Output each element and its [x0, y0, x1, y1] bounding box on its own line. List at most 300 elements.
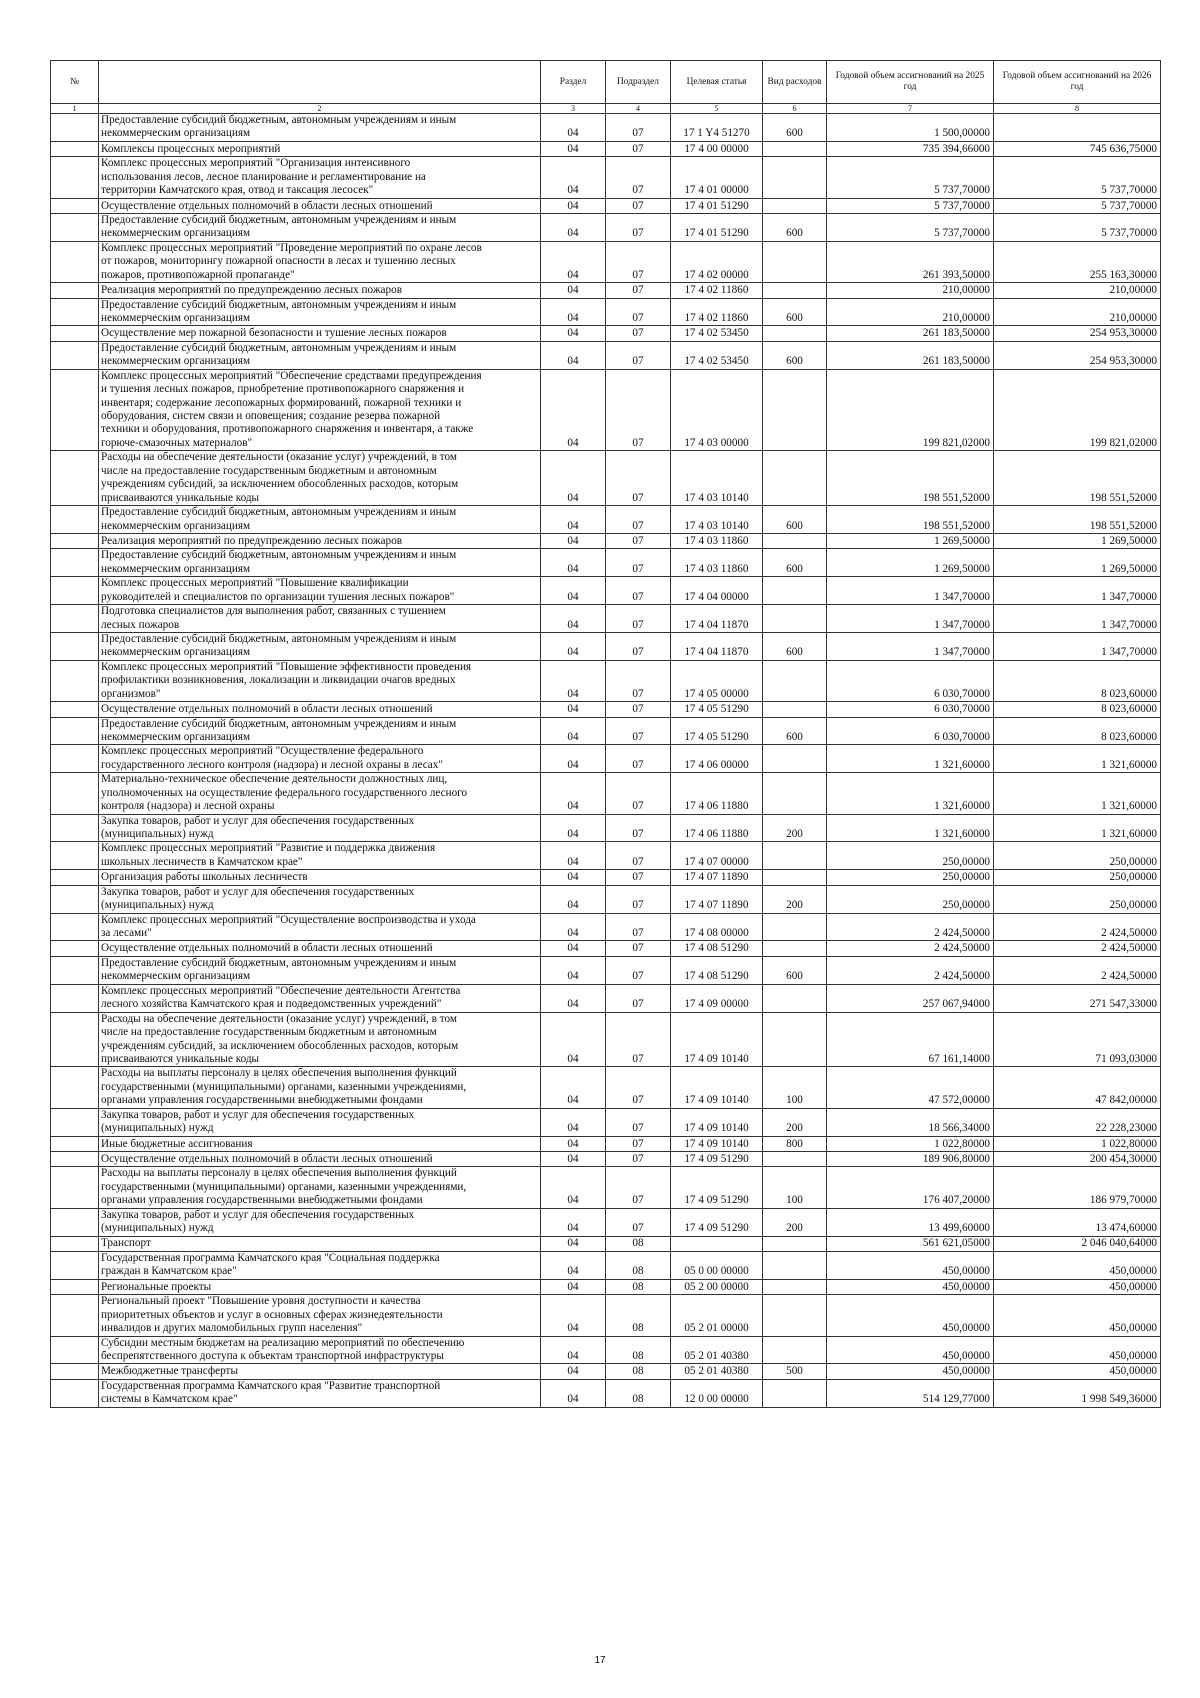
table-row — [51, 1364, 1161, 1379]
row-number — [51, 632, 99, 660]
subsection-code: 08 — [606, 1379, 671, 1407]
allocation-2025: 261 393,50000 — [827, 241, 994, 282]
expense-type-code — [763, 1379, 827, 1407]
target-article-code: 17 4 07 11890 — [671, 885, 763, 913]
allocation-2026: 250,00000 — [994, 885, 1161, 913]
subsection-code: 07 — [606, 213, 671, 241]
expense-type-code: 600 — [763, 213, 827, 241]
header-number: № — [51, 61, 99, 104]
expense-type-code — [763, 1295, 827, 1336]
allocation-2026: 8 023,60000 — [994, 702, 1161, 717]
allocation-2026: 210,00000 — [994, 298, 1161, 326]
expense-name: Осуществление мер пожарной безопасности и тушение лесных пожаров — [99, 326, 541, 341]
section-code: 04 — [541, 605, 606, 633]
table-row — [51, 1379, 1161, 1407]
allocation-2025: 735 394,66000 — [827, 141, 994, 156]
row-number — [51, 984, 99, 1012]
row-number — [51, 773, 99, 814]
target-article-code: 17 4 06 11880 — [671, 814, 763, 842]
expense-type-code — [763, 1151, 827, 1166]
expense-name: Расходы на обеспечение деятельности (оказание услуг) учреждений, в том числе на предоставление государственным бюджетным и автономным учреждениям субсидий, за исключением обособленных расходов, которым присваиваются уникальные коды — [99, 451, 541, 506]
target-article-code: 17 1 Y4 51270 — [671, 114, 763, 142]
expense-type-code — [763, 1336, 827, 1364]
expense-name: Комплекс процессных мероприятий "Проведение мероприятий по охране лесов от пожаров, мониторингу пожарной опасности в лесах и тушению лесных пожаров, противопожарной пропаганде" — [99, 241, 541, 282]
subsection-code: 07 — [606, 1151, 671, 1166]
expense-type-code — [763, 984, 827, 1012]
target-article-code: 17 4 08 51290 — [671, 956, 763, 984]
table-row — [51, 842, 1161, 870]
target-article-code: 17 4 06 11880 — [671, 773, 763, 814]
subsection-code: 07 — [606, 842, 671, 870]
table-row — [51, 577, 1161, 605]
allocation-2026: 254 953,30000 — [994, 341, 1161, 369]
allocation-2025: 257 067,94000 — [827, 984, 994, 1012]
table-row — [51, 1167, 1161, 1208]
allocation-2026: 198 551,52000 — [994, 451, 1161, 506]
target-article-code: 17 4 07 11890 — [671, 870, 763, 885]
section-code: 04 — [541, 660, 606, 701]
expense-type-code: 600 — [763, 341, 827, 369]
section-code: 04 — [541, 1251, 606, 1279]
target-article-code: 17 4 09 51290 — [671, 1151, 763, 1166]
subsection-code: 07 — [606, 745, 671, 773]
expense-type-code — [763, 283, 827, 298]
expense-type-code: 200 — [763, 1208, 827, 1236]
section-code: 04 — [541, 506, 606, 534]
row-number — [51, 1108, 99, 1136]
allocation-2025: 250,00000 — [827, 842, 994, 870]
expense-name: Предоставление субсидий бюджетным, автономным учреждениям и иным некоммерческим организациям — [99, 549, 541, 577]
section-code: 04 — [541, 533, 606, 548]
target-article-code: 17 4 08 51290 — [671, 941, 763, 956]
subsection-code: 07 — [606, 114, 671, 142]
row-number — [51, 141, 99, 156]
expense-name: Предоставление субсидий бюджетным, автономным учреждениям и иным некоммерческим организациям — [99, 956, 541, 984]
target-article-code: 17 4 02 00000 — [671, 241, 763, 282]
subsection-code: 07 — [606, 885, 671, 913]
expense-name: Региональные проекты — [99, 1279, 541, 1294]
table-row — [51, 114, 1161, 142]
table-row — [51, 632, 1161, 660]
row-number — [51, 913, 99, 941]
subsection-code: 07 — [606, 141, 671, 156]
table-row — [51, 984, 1161, 1012]
allocation-2025: 1 321,60000 — [827, 814, 994, 842]
subsection-code: 07 — [606, 451, 671, 506]
section-code: 04 — [541, 814, 606, 842]
expense-type-code: 600 — [763, 632, 827, 660]
header-allocation-2026: Годовой объем ассигнований на 2026 год — [994, 61, 1161, 104]
table-row — [51, 1336, 1161, 1364]
allocation-2026: 1 347,70000 — [994, 632, 1161, 660]
section-code: 04 — [541, 632, 606, 660]
allocation-2026: 5 737,70000 — [994, 198, 1161, 213]
row-number — [51, 326, 99, 341]
table-row — [51, 549, 1161, 577]
expense-type-code — [763, 870, 827, 885]
row-number — [51, 1251, 99, 1279]
expense-name: Субсидии местным бюджетам на реализацию мероприятий по обеспечению беспрепятственного доступа к объектам транспортной инфраструктуры — [99, 1336, 541, 1364]
subsection-code: 07 — [606, 283, 671, 298]
expense-type-code — [763, 1012, 827, 1067]
target-article-code: 17 4 03 10140 — [671, 451, 763, 506]
allocation-2026: 1 022,80000 — [994, 1136, 1161, 1151]
subsection-code: 07 — [606, 814, 671, 842]
allocation-2026: 186 979,70000 — [994, 1167, 1161, 1208]
expense-type-code — [763, 842, 827, 870]
subsection-code: 07 — [606, 298, 671, 326]
subsection-code: 07 — [606, 660, 671, 701]
target-article-code — [671, 1236, 763, 1251]
allocation-2026: 8 023,60000 — [994, 717, 1161, 745]
allocation-2025: 6 030,70000 — [827, 660, 994, 701]
expense-name: Предоставление субсидий бюджетным, автономным учреждениям и иным некоммерческим организациям — [99, 298, 541, 326]
table-row — [51, 1108, 1161, 1136]
allocation-2025: 1 321,60000 — [827, 745, 994, 773]
subsection-code: 07 — [606, 870, 671, 885]
row-number — [51, 506, 99, 534]
target-article-code: 05 2 01 00000 — [671, 1295, 763, 1336]
subsection-code: 07 — [606, 506, 671, 534]
expense-type-code: 600 — [763, 717, 827, 745]
allocation-2025: 1 347,70000 — [827, 577, 994, 605]
expense-name: Материально-техническое обеспечение деятельности должностных лиц, уполномоченных на осуществление федерального государственного лесного контроля (надзора) и лесной охраны — [99, 773, 541, 814]
expense-type-code: 600 — [763, 114, 827, 142]
allocation-2025: 1 321,60000 — [827, 773, 994, 814]
subsection-code: 08 — [606, 1336, 671, 1364]
table-row — [51, 1012, 1161, 1067]
header-row — [51, 61, 1161, 104]
subsection-code: 07 — [606, 1012, 671, 1067]
allocation-2025: 2 424,50000 — [827, 913, 994, 941]
target-article-code: 17 4 04 11870 — [671, 632, 763, 660]
expense-type-code: 200 — [763, 814, 827, 842]
expense-name: Государственная программа Камчатского края "Развитие транспортной системы в Камчатском крае" — [99, 1379, 541, 1407]
target-article-code: 17 4 09 10140 — [671, 1136, 763, 1151]
column-number: 5 — [671, 104, 763, 114]
row-number — [51, 114, 99, 142]
allocation-2026: 271 547,33000 — [994, 984, 1161, 1012]
allocation-2026: 71 093,03000 — [994, 1012, 1161, 1067]
subsection-code: 07 — [606, 341, 671, 369]
allocation-2025: 250,00000 — [827, 870, 994, 885]
expense-type-code — [763, 941, 827, 956]
allocation-2025: 6 030,70000 — [827, 702, 994, 717]
expense-type-code — [763, 605, 827, 633]
header-target-article: Целевая статья — [671, 61, 763, 104]
header-allocation-2025: Годовой объем ассигнований на 2025 год — [827, 61, 994, 104]
expense-name: Комплекс процессных мероприятий "Организация интенсивного использования лесов, лесное планирование и регламентирование на территории Камчатского края, отвод и таксация лесосек" — [99, 157, 541, 198]
subsection-code: 07 — [606, 632, 671, 660]
section-code: 04 — [541, 773, 606, 814]
table-row — [51, 213, 1161, 241]
section-code: 04 — [541, 1012, 606, 1067]
section-code: 04 — [541, 1279, 606, 1294]
expense-name: Иные бюджетные ассигнования — [99, 1136, 541, 1151]
allocation-2025: 561 621,05000 — [827, 1236, 994, 1251]
allocation-2025: 1 269,50000 — [827, 549, 994, 577]
row-number — [51, 870, 99, 885]
expense-type-code — [763, 1279, 827, 1294]
row-number — [51, 577, 99, 605]
allocation-2026: 198 551,52000 — [994, 506, 1161, 534]
expense-type-code: 200 — [763, 1108, 827, 1136]
allocation-2026: 254 953,30000 — [994, 326, 1161, 341]
row-number — [51, 341, 99, 369]
table-row — [51, 1136, 1161, 1151]
target-article-code: 17 4 07 00000 — [671, 842, 763, 870]
target-article-code: 17 4 02 11860 — [671, 283, 763, 298]
allocation-2026: 450,00000 — [994, 1336, 1161, 1364]
expense-name: Комплекс процессных мероприятий "Повышение квалификации руководителей и специалистов по организации тушения лесных пожаров" — [99, 577, 541, 605]
section-code: 04 — [541, 1067, 606, 1108]
allocation-2025: 199 821,02000 — [827, 369, 994, 451]
table-row — [51, 451, 1161, 506]
table-row — [51, 369, 1161, 451]
row-number — [51, 157, 99, 198]
subsection-code: 07 — [606, 326, 671, 341]
expense-name: Комплекс процессных мероприятий "Обеспечение средствами предупреждения и тушения лесных пожаров, приобретение противопожарного снаряжения и инвентаря; содержание лесопожарных формирований, пожарной техники и оборудования, систем связи и оповещения; создание резерва пожарной техники и оборудования, противопожарного снаряжения и инвентаря, а также горюче-смазочных материалов" — [99, 369, 541, 451]
header-expense-type: Вид расходов — [763, 61, 827, 104]
target-article-code: 17 4 09 10140 — [671, 1067, 763, 1108]
target-article-code: 17 4 03 10140 — [671, 506, 763, 534]
expense-name: Комплекс процессных мероприятий "Повышение эффективности проведения профилактики возникновения, локализации и ликвидации очагов вредных организмов" — [99, 660, 541, 701]
expense-type-code: 100 — [763, 1167, 827, 1208]
subsection-code: 07 — [606, 1108, 671, 1136]
table-row — [51, 885, 1161, 913]
table-row — [51, 717, 1161, 745]
row-number — [51, 1379, 99, 1407]
column-number: 4 — [606, 104, 671, 114]
expense-name: Государственная программа Камчатского края "Социальная поддержка граждан в Камчатском крае" — [99, 1251, 541, 1279]
expense-type-code — [763, 1251, 827, 1279]
expense-type-code — [763, 577, 827, 605]
allocation-2026: 1 347,70000 — [994, 577, 1161, 605]
expense-name: Транспорт — [99, 1236, 541, 1251]
section-code: 04 — [541, 1167, 606, 1208]
subsection-code: 07 — [606, 717, 671, 745]
section-code: 04 — [541, 451, 606, 506]
allocation-2025: 1 347,70000 — [827, 632, 994, 660]
section-code: 04 — [541, 885, 606, 913]
row-number — [51, 549, 99, 577]
target-article-code: 17 4 05 51290 — [671, 702, 763, 717]
expense-name: Осуществление отдельных полномочий в области лесных отношений — [99, 702, 541, 717]
section-code: 04 — [541, 956, 606, 984]
row-number — [51, 660, 99, 701]
column-number: 1 — [51, 104, 99, 114]
row-number — [51, 213, 99, 241]
subsection-code: 07 — [606, 984, 671, 1012]
allocation-2026: 47 842,00000 — [994, 1067, 1161, 1108]
allocation-2026: 5 737,70000 — [994, 157, 1161, 198]
allocation-2026: 1 269,50000 — [994, 549, 1161, 577]
expense-type-code: 600 — [763, 956, 827, 984]
expense-name: Региональный проект "Повышение уровня доступности и качества приоритетных объектов и услуг в основных сферах жизнедеятельности инвалидов и других маломобильных групп населения" — [99, 1295, 541, 1336]
target-article-code: 17 4 01 51290 — [671, 198, 763, 213]
subsection-code: 07 — [606, 1208, 671, 1236]
subsection-code: 08 — [606, 1251, 671, 1279]
section-code: 04 — [541, 114, 606, 142]
target-article-code: 05 2 01 40380 — [671, 1336, 763, 1364]
subsection-code: 07 — [606, 956, 671, 984]
section-code: 04 — [541, 717, 606, 745]
expense-name: Расходы на выплаты персоналу в целях обеспечения выполнения функций государственными (муниципальными) органами, казенными учреждениями, органами управления государственными внебюджетными фондами — [99, 1067, 541, 1108]
row-number — [51, 702, 99, 717]
subsection-code: 08 — [606, 1236, 671, 1251]
allocation-2025: 450,00000 — [827, 1279, 994, 1294]
target-article-code: 17 4 06 00000 — [671, 745, 763, 773]
section-code: 04 — [541, 341, 606, 369]
section-code: 04 — [541, 326, 606, 341]
subsection-code: 07 — [606, 702, 671, 717]
table-row — [51, 533, 1161, 548]
allocation-2026: 22 228,23000 — [994, 1108, 1161, 1136]
section-code: 04 — [541, 577, 606, 605]
expense-name: Межбюджетные трансферты — [99, 1364, 541, 1379]
table-row — [51, 870, 1161, 885]
allocation-2025: 1 500,00000 — [827, 114, 994, 142]
subsection-code: 07 — [606, 1067, 671, 1108]
expense-name: Осуществление отдельных полномочий в области лесных отношений — [99, 1151, 541, 1166]
table-row — [51, 1208, 1161, 1236]
column-number: 2 — [99, 104, 541, 114]
expense-type-code: 500 — [763, 1364, 827, 1379]
column-number-row — [51, 104, 1161, 114]
row-number — [51, 1279, 99, 1294]
row-number — [51, 283, 99, 298]
section-code: 04 — [541, 283, 606, 298]
table-row — [51, 241, 1161, 282]
section-code: 04 — [541, 1108, 606, 1136]
section-code: 04 — [541, 745, 606, 773]
table-row — [51, 1295, 1161, 1336]
section-code: 04 — [541, 1295, 606, 1336]
row-number — [51, 1151, 99, 1166]
expense-name: Расходы на выплаты персоналу в целях обеспечения выполнения функций государственными (муниципальными) органами, казенными учреждениями, органами управления государственными внебюджетными фондами — [99, 1167, 541, 1208]
expense-type-code — [763, 533, 827, 548]
row-number — [51, 241, 99, 282]
subsection-code: 07 — [606, 773, 671, 814]
subsection-code: 07 — [606, 577, 671, 605]
section-code: 04 — [541, 1336, 606, 1364]
table-row — [51, 298, 1161, 326]
allocation-2026: 1 321,60000 — [994, 814, 1161, 842]
section-code: 04 — [541, 1136, 606, 1151]
section-code: 04 — [541, 842, 606, 870]
section-code: 04 — [541, 298, 606, 326]
row-number — [51, 1136, 99, 1151]
row-number — [51, 451, 99, 506]
subsection-code: 07 — [606, 369, 671, 451]
section-code: 04 — [541, 702, 606, 717]
target-article-code: 17 4 09 00000 — [671, 984, 763, 1012]
subsection-code: 07 — [606, 533, 671, 548]
expense-name: Комплекс процессных мероприятий "Осуществление федерального государственного лесного контроля (надзора) и лесной охраны в лесах" — [99, 745, 541, 773]
allocation-2025: 67 161,14000 — [827, 1012, 994, 1067]
allocation-2026: 450,00000 — [994, 1251, 1161, 1279]
subsection-code: 07 — [606, 241, 671, 282]
allocation-2026: 13 474,60000 — [994, 1208, 1161, 1236]
target-article-code: 17 4 02 53450 — [671, 341, 763, 369]
subsection-code: 07 — [606, 913, 671, 941]
target-article-code: 05 2 01 40380 — [671, 1364, 763, 1379]
allocation-2025: 47 572,00000 — [827, 1067, 994, 1108]
allocation-2025: 261 183,50000 — [827, 326, 994, 341]
allocation-2026: 2 424,50000 — [994, 913, 1161, 941]
table-row — [51, 913, 1161, 941]
allocation-2025: 450,00000 — [827, 1251, 994, 1279]
allocation-2025: 261 183,50000 — [827, 341, 994, 369]
allocation-2025: 450,00000 — [827, 1295, 994, 1336]
section-code: 04 — [541, 913, 606, 941]
expense-type-code — [763, 660, 827, 701]
row-number — [51, 198, 99, 213]
expense-name: Подготовка специалистов для выполнения работ, связанных с тушением лесных пожаров — [99, 605, 541, 633]
section-code: 04 — [541, 870, 606, 885]
allocation-2026: 250,00000 — [994, 842, 1161, 870]
table-row — [51, 956, 1161, 984]
table-row — [51, 283, 1161, 298]
allocation-2025: 198 551,52000 — [827, 451, 994, 506]
table-row — [51, 1151, 1161, 1166]
row-number — [51, 369, 99, 451]
target-article-code: 17 4 03 00000 — [671, 369, 763, 451]
expense-type-code — [763, 773, 827, 814]
subsection-code: 08 — [606, 1364, 671, 1379]
allocation-2025: 450,00000 — [827, 1364, 994, 1379]
allocation-2025: 514 129,77000 — [827, 1379, 994, 1407]
expense-name: Расходы на обеспечение деятельности (оказание услуг) учреждений, в том числе на предоставление государственным бюджетным и автономным учреждениям субсидий, за исключением обособленных расходов, которым присваиваются уникальные коды — [99, 1012, 541, 1067]
allocation-2026: 450,00000 — [994, 1295, 1161, 1336]
allocation-2026: 200 454,30000 — [994, 1151, 1161, 1166]
subsection-code: 07 — [606, 198, 671, 213]
target-article-code: 17 4 03 11860 — [671, 533, 763, 548]
expense-name: Осуществление отдельных полномочий в области лесных отношений — [99, 941, 541, 956]
row-number — [51, 1208, 99, 1236]
table-row — [51, 814, 1161, 842]
expense-type-code — [763, 141, 827, 156]
table-row — [51, 660, 1161, 701]
column-number: 6 — [763, 104, 827, 114]
header-name — [99, 61, 541, 104]
allocation-2026: 1 321,60000 — [994, 773, 1161, 814]
allocation-2026: 8 023,60000 — [994, 660, 1161, 701]
table-row — [51, 745, 1161, 773]
allocation-2026: 450,00000 — [994, 1364, 1161, 1379]
expense-type-code: 100 — [763, 1067, 827, 1108]
table-row — [51, 773, 1161, 814]
target-article-code: 17 4 01 00000 — [671, 157, 763, 198]
table-row — [51, 605, 1161, 633]
expense-name: Предоставление субсидий бюджетным, автономным учреждениям и иным некоммерческим организациям — [99, 213, 541, 241]
allocation-2025: 13 499,60000 — [827, 1208, 994, 1236]
allocation-2026 — [994, 114, 1161, 142]
row-number — [51, 605, 99, 633]
row-number — [51, 1067, 99, 1108]
target-article-code: 17 4 01 51290 — [671, 213, 763, 241]
column-number: 7 — [827, 104, 994, 114]
target-article-code: 17 4 04 11870 — [671, 605, 763, 633]
allocation-2025: 5 737,70000 — [827, 157, 994, 198]
table-row — [51, 341, 1161, 369]
table-body — [51, 114, 1161, 1408]
expense-type-code: 600 — [763, 549, 827, 577]
target-article-code: 17 4 02 11860 — [671, 298, 763, 326]
section-code: 04 — [541, 941, 606, 956]
table-row — [51, 141, 1161, 156]
expense-name: Закупка товаров, работ и услуг для обеспечения государственных (муниципальных) нужд — [99, 885, 541, 913]
